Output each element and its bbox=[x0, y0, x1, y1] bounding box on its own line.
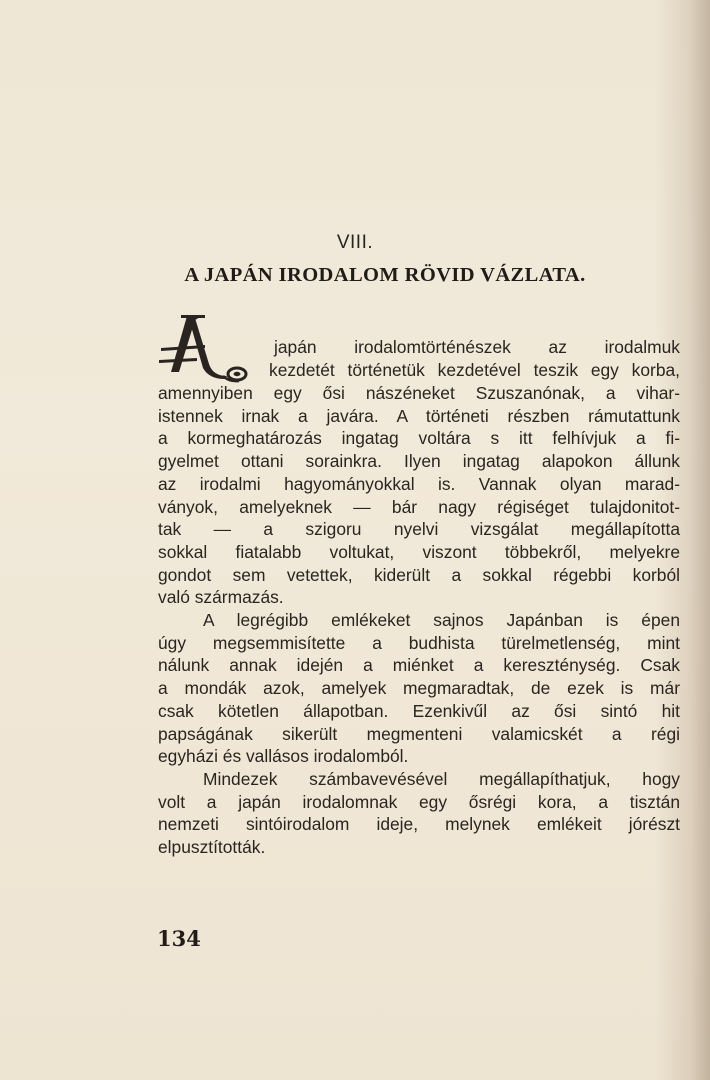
page-number: 134 bbox=[157, 926, 201, 951]
text-line: sokkal fiatalabb voltukat, viszont többekről, melyekre bbox=[158, 541, 680, 562]
text-line: tak — a szigoru nyelvi vizsgálat megállapította bbox=[158, 519, 680, 540]
opening-lines bbox=[269, 336, 680, 381]
text-line: kezdetét történetük kezdetével teszik egy korba, bbox=[269, 359, 680, 380]
text-line: való származás. bbox=[158, 587, 284, 608]
text-line: gondot sem vetettek, kiderült a sokkal régebbi korból bbox=[158, 564, 680, 585]
text-line: nálunk annak idején a miénket a kereszténység. Csak bbox=[158, 655, 680, 676]
text-line: úgy megsemmisítette a budhista türelmetlenség, mint bbox=[158, 632, 680, 653]
text-line: nemzeti sintóirodalom ideje, melynek emlékeit jórészt bbox=[158, 814, 680, 835]
text-line: papságának sikerült megmenteni valamicskét a régi bbox=[158, 723, 680, 744]
ornamental-initial-a-icon bbox=[157, 312, 267, 384]
text-line: volt a japán irodalomnak egy ősrégi kora, a tisztán bbox=[158, 791, 680, 812]
text-line: az irodalmi hagyományokkal is. Vannak olyan marad- bbox=[158, 473, 680, 494]
chapter-number: VIII. bbox=[336, 232, 374, 253]
paragraph-3 bbox=[158, 768, 680, 859]
text-line: gyelmet ottani sorainkra. Ilyen ingatag alapokon állunk bbox=[158, 451, 680, 472]
text-line: a kormeghatározás ingatag voltára s itt felhívjuk a fi- bbox=[158, 428, 680, 449]
text-line: istennek irnak a javára. A történeti részben rámutattunk bbox=[158, 405, 680, 426]
dropcap-graphic bbox=[157, 312, 267, 384]
text-line: japán irodalomtörténészek az irodalmuk bbox=[274, 337, 680, 357]
text-line: a mondák azok, amelyek megmaradtak, de ezek is már bbox=[158, 678, 680, 699]
text-line: egyházi és vallásos irodalomból. bbox=[158, 746, 409, 767]
text-line: elpusztították. bbox=[158, 837, 266, 858]
text-line: A legrégibb emlékeket sajnos Japánban is épen bbox=[203, 610, 680, 630]
paragraph-2 bbox=[158, 609, 680, 768]
text-line: Mindezek számbavevésével megállapíthatjuk, hogy bbox=[203, 769, 680, 789]
text-line: csak kötetlen állapotban. Ezenkivűl az ősi sintó hit bbox=[158, 700, 680, 721]
paragraph-1 bbox=[158, 382, 680, 609]
text-line: amennyiben egy ősi nászéneket Szuszanónak, a vihar- bbox=[158, 383, 680, 403]
chapter-title: A JAPÁN IRODALOM RÖVID VÁZLATA. bbox=[184, 264, 586, 286]
text-line: ványok, amelyeknek — bár nagy régiséget tulajdonitot- bbox=[158, 496, 680, 517]
